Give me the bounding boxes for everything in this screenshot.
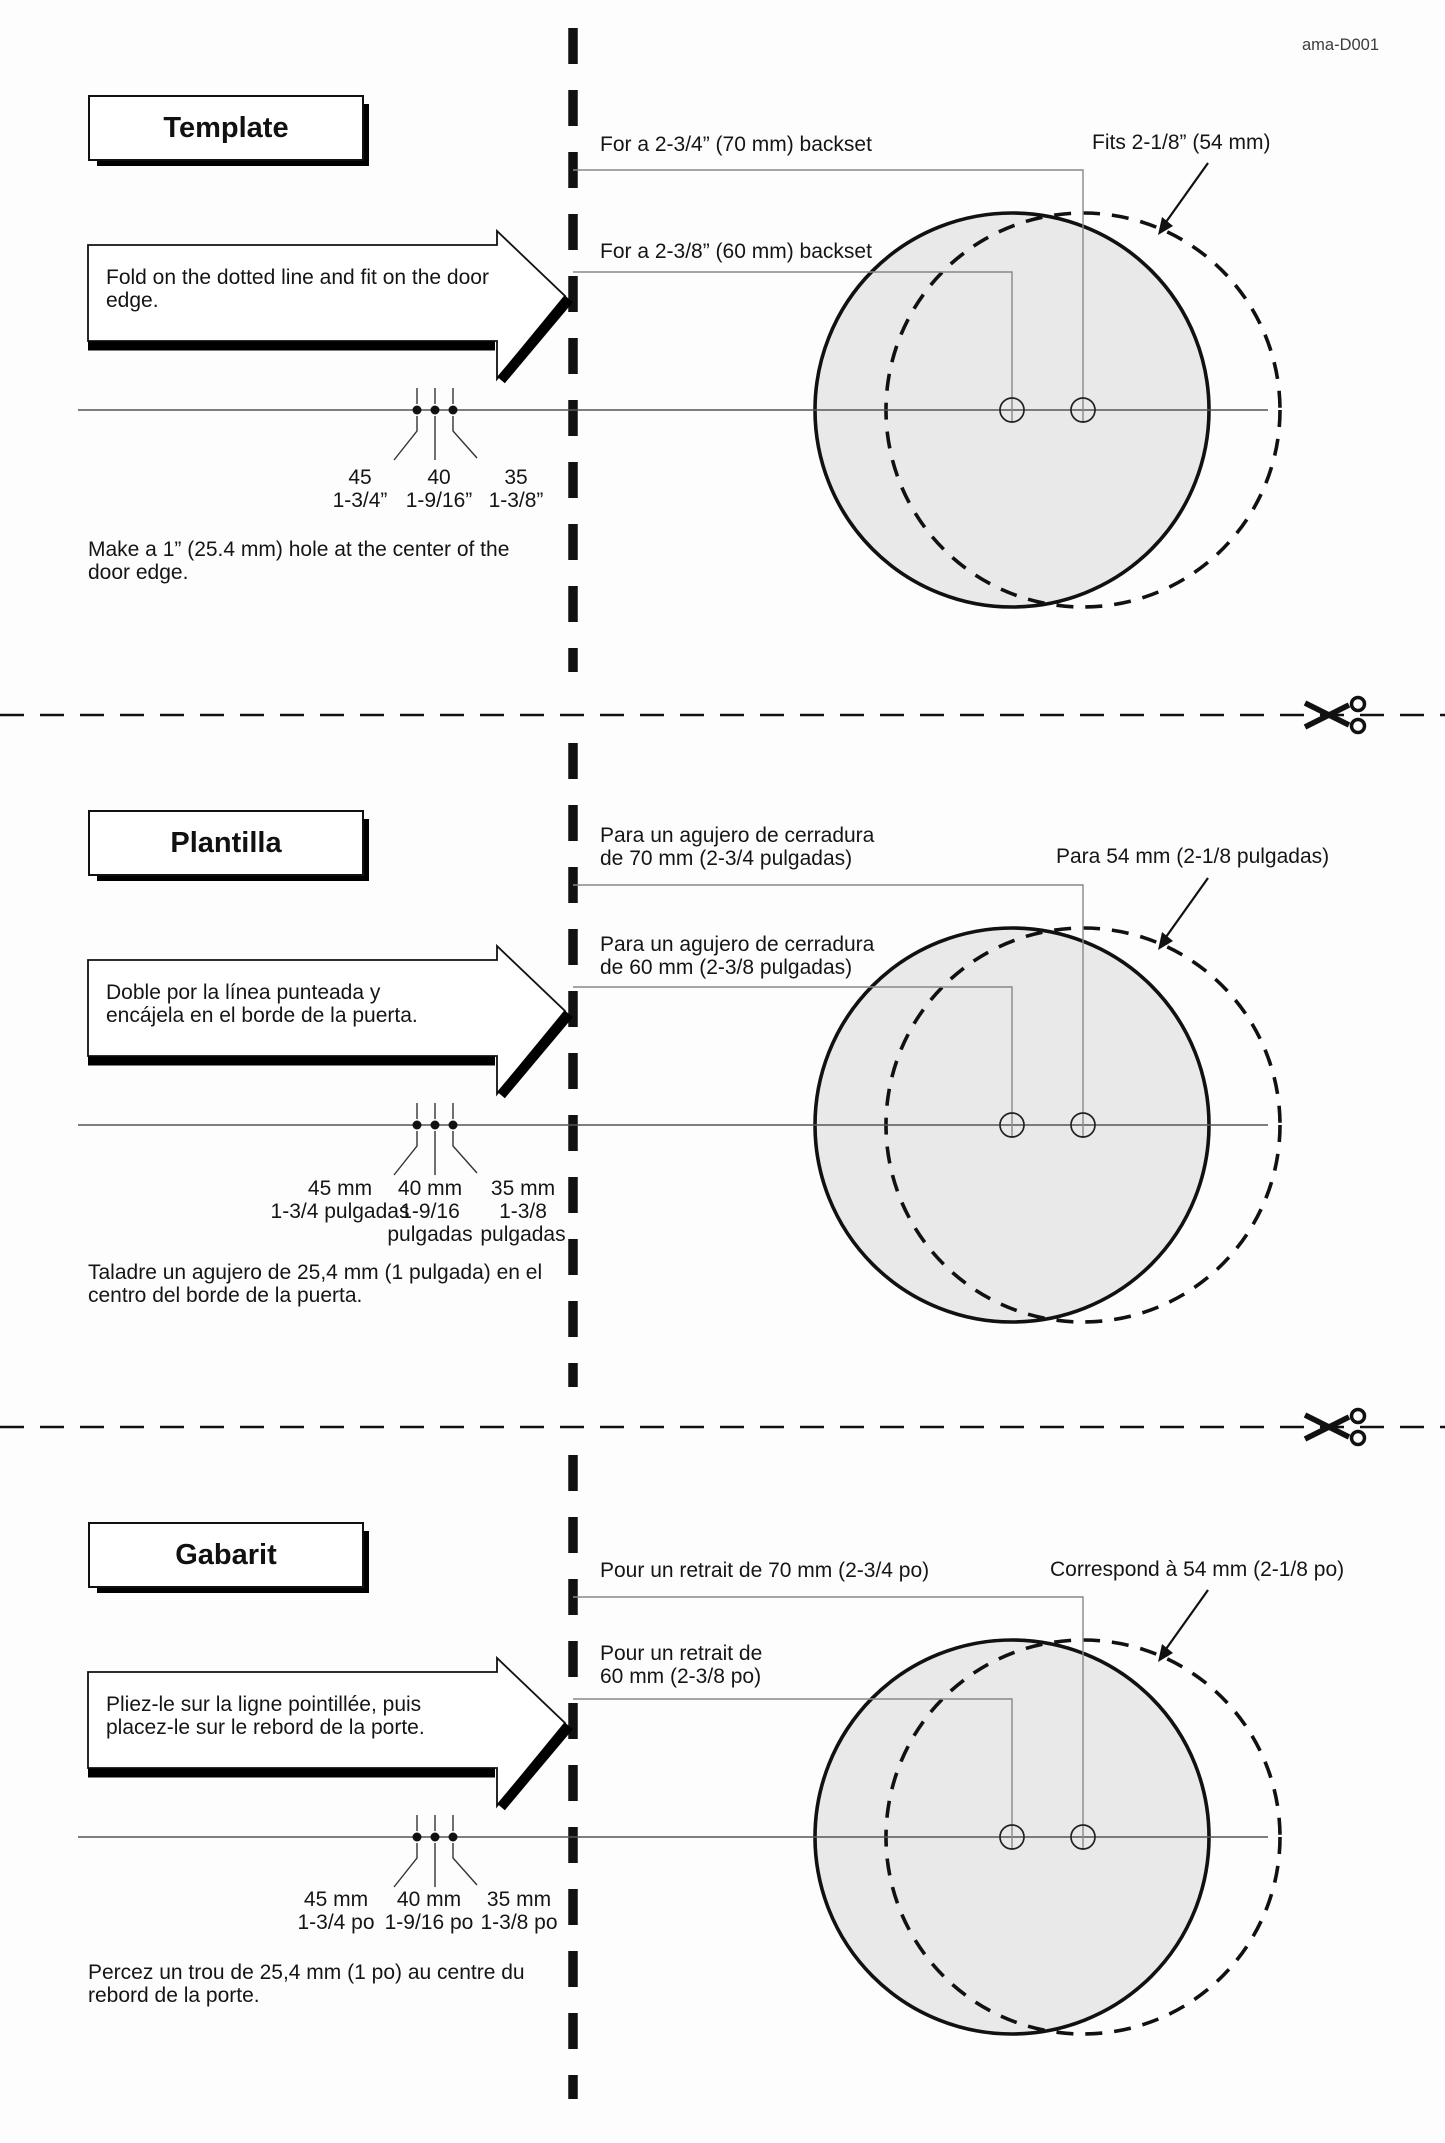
measure-col-35	[456, 466, 576, 512]
section-title: Gabarit	[175, 1538, 277, 1571]
backset-70-label: For a 2-3/4” (70 mm) backset	[600, 133, 872, 156]
backset-70-label-line-2: de 70 mm (2-3/4 pulgadas)	[600, 847, 853, 870]
measure-45-in: 1-3/4”	[332, 489, 388, 512]
measure-40-in: 1-9/16”	[405, 489, 473, 512]
document-code: ama-D001	[1302, 36, 1380, 54]
title-box	[88, 95, 364, 161]
measure-40-in: 1-9/16 po	[384, 1911, 474, 1934]
backset-60-label-line-2: 60 mm (2-3/8 po)	[600, 1665, 762, 1688]
section-plantilla-spanish	[0, 715, 1445, 1430]
fits-54-label: Para 54 mm (2-1/8 pulgadas)	[1056, 845, 1330, 868]
backset-60-label-line-1: Para un agujero de cerradura	[600, 933, 875, 956]
title-box	[88, 1522, 364, 1588]
measure-40-mm: 40 mm	[396, 1888, 462, 1911]
measure-35-mm: 35	[504, 466, 528, 489]
backset-70-label: Pour un retrait de 70 mm (2-3/4 po)	[600, 1559, 930, 1582]
measure-35-mm: 35 mm	[490, 1177, 556, 1200]
measure-col-35	[459, 1888, 579, 1934]
measure-35-in: 1-3/8	[499, 1200, 547, 1223]
section-template-english	[0, 0, 1445, 715]
measure-40-in: 1-9/16	[400, 1200, 460, 1223]
fold-arrow	[88, 231, 565, 379]
measure-40-mm: 40	[427, 466, 451, 489]
section-gabarit-french	[0, 1427, 1445, 2143]
backset-60-label-line-1: Pour un retrait de	[600, 1642, 763, 1665]
measure-45-mm: 45 mm	[307, 1177, 373, 1200]
measure-40-mm: 40 mm	[397, 1177, 463, 1200]
section-title: Plantilla	[170, 826, 282, 859]
fold-instruction-line-1: Fold on the dotted line and fit on the door	[106, 266, 489, 289]
section-title: Template	[163, 111, 289, 144]
fits-54-label: Correspond à 54 mm (2-1/8 po)	[1050, 1558, 1345, 1581]
door-thickness-marks	[394, 388, 477, 460]
fold-instruction-line-2: encájela en el borde de la puerta.	[106, 1004, 418, 1027]
fits-54-label: Fits 2-1/8” (54 mm)	[1092, 131, 1271, 154]
backset-60-label-line-2: de 60 mm (2-3/8 pulgadas)	[600, 956, 853, 979]
measure-35-in: 1-3/8 po	[480, 1911, 558, 1934]
measure-45-mm: 45	[348, 466, 372, 489]
hole-instruction-line-2: centro del borde de la puerta.	[88, 1284, 363, 1307]
measure-35-mm: 35 mm	[486, 1888, 552, 1911]
drill-points	[413, 406, 458, 415]
measure-col-35	[468, 1177, 578, 1246]
hole-instruction-line-2: door edge.	[88, 561, 189, 584]
fold-instruction-line-2: placez-le sur le rebord de la porte.	[106, 1716, 425, 1739]
fold-instruction-line-2: edge.	[106, 289, 159, 312]
fold-instruction-line-1: Pliez-le sur la ligne pointillée, puis	[106, 1693, 422, 1716]
hole-instruction-line-2: rebord de la porte.	[88, 1984, 260, 2007]
hole-instruction-line-1: Make a 1” (25.4 mm) hole at the center of the	[88, 538, 510, 561]
backset-60-label: For a 2-3/8” (60 mm) backset	[600, 240, 872, 263]
measure-45-in: 1-3/4 po	[297, 1911, 375, 1934]
measure-35-unit: pulgadas	[480, 1223, 566, 1246]
title-box	[88, 810, 364, 876]
hole-instruction-line-1: Percez un trou de 25,4 mm (1 po) au centre du	[88, 1961, 525, 1984]
measure-45-in: 1-3/4 pulgadas	[270, 1200, 410, 1223]
measure-45-mm: 45 mm	[303, 1888, 369, 1911]
hole-instruction-line-1: Taladre un agujero de 25,4 mm (1 pulgada) en el	[88, 1261, 543, 1284]
fits-arrow-line	[1166, 163, 1208, 222]
backset-70-label-line-1: Para un agujero de cerradura	[600, 824, 875, 847]
fold-instruction-line-1: Doble por la línea punteada y	[106, 981, 381, 1004]
measure-40-unit: pulgadas	[387, 1223, 473, 1246]
measure-35-in: 1-3/8”	[488, 489, 544, 512]
